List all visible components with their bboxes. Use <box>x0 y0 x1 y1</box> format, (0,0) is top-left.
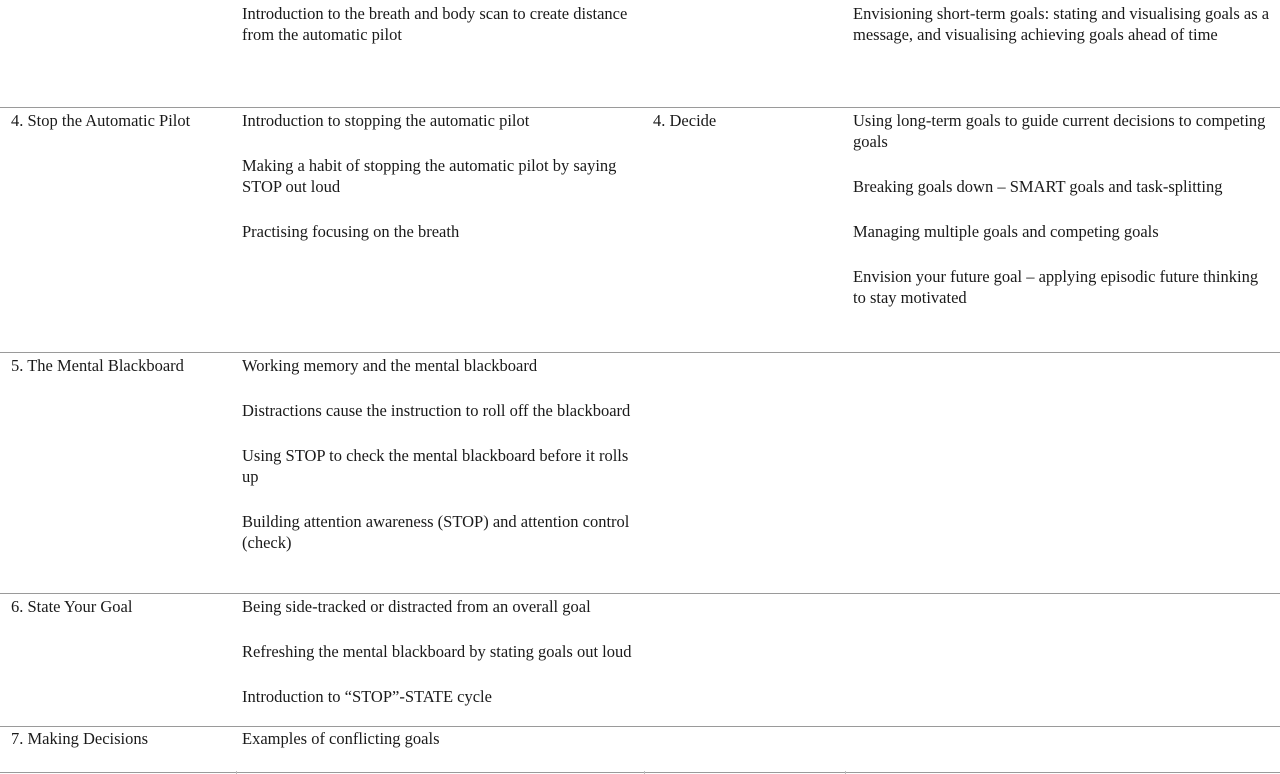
content-item: Introduction to stopping the automatic pilot <box>242 111 530 130</box>
content-cell-b <box>853 110 1273 308</box>
content-item: Envisioning short-term goals: stating and visualising goals as a message, and visualising achieving goals ahead of time <box>853 4 1270 44</box>
module-cell: 7. Making Decisions <box>11 729 149 748</box>
content-item: Using long-term goals to guide current decisions to competing goals <box>853 111 1266 151</box>
module-cell-b: 4. Decide <box>653 111 717 130</box>
content-cell <box>242 110 642 242</box>
content-item: Building attention awareness (STOP) and attention control (check) <box>242 512 630 552</box>
table-row <box>0 0 1280 108</box>
content-item: Breaking goals down – SMART goals and task-splitting <box>853 177 1223 196</box>
content-item: Introduction to “STOP”-STATE cycle <box>242 687 492 706</box>
content-item: Examples of conflicting goals <box>242 729 440 748</box>
content-cell <box>242 355 642 553</box>
content-cell <box>242 596 642 707</box>
table-row <box>0 353 1280 594</box>
table-row <box>0 727 1280 773</box>
content-item: Practising focusing on the breath <box>242 222 460 241</box>
content-item: Envision your future goal – applying episodic future thinking to stay motivated <box>853 267 1259 307</box>
content-item: Being side-tracked or distracted from an overall goal <box>242 597 591 616</box>
content-item: Distractions cause the instruction to roll off the blackboard <box>242 401 631 420</box>
table-row <box>0 594 1280 727</box>
content-item: Managing multiple goals and competing goals <box>853 222 1159 241</box>
module-cell: 6. State Your Goal <box>11 597 133 616</box>
content-item: Using STOP to check the mental blackboard before it rolls up <box>242 446 629 486</box>
content-item: Making a habit of stopping the automatic pilot by saying STOP out loud <box>242 156 617 196</box>
module-cell: 5. The Mental Blackboard <box>11 356 184 375</box>
content-item: Refreshing the mental blackboard by stating goals out loud <box>242 642 632 661</box>
content-cell <box>242 3 642 45</box>
table-row <box>0 108 1280 353</box>
content-item: Working memory and the mental blackboard <box>242 356 538 375</box>
content-cell-b <box>853 3 1273 45</box>
module-cell: 4. Stop the Automatic Pilot <box>11 111 191 130</box>
content-cell <box>242 728 642 749</box>
content-item: Introduction to the breath and body scan to create distance from the automatic pilot <box>242 4 628 44</box>
